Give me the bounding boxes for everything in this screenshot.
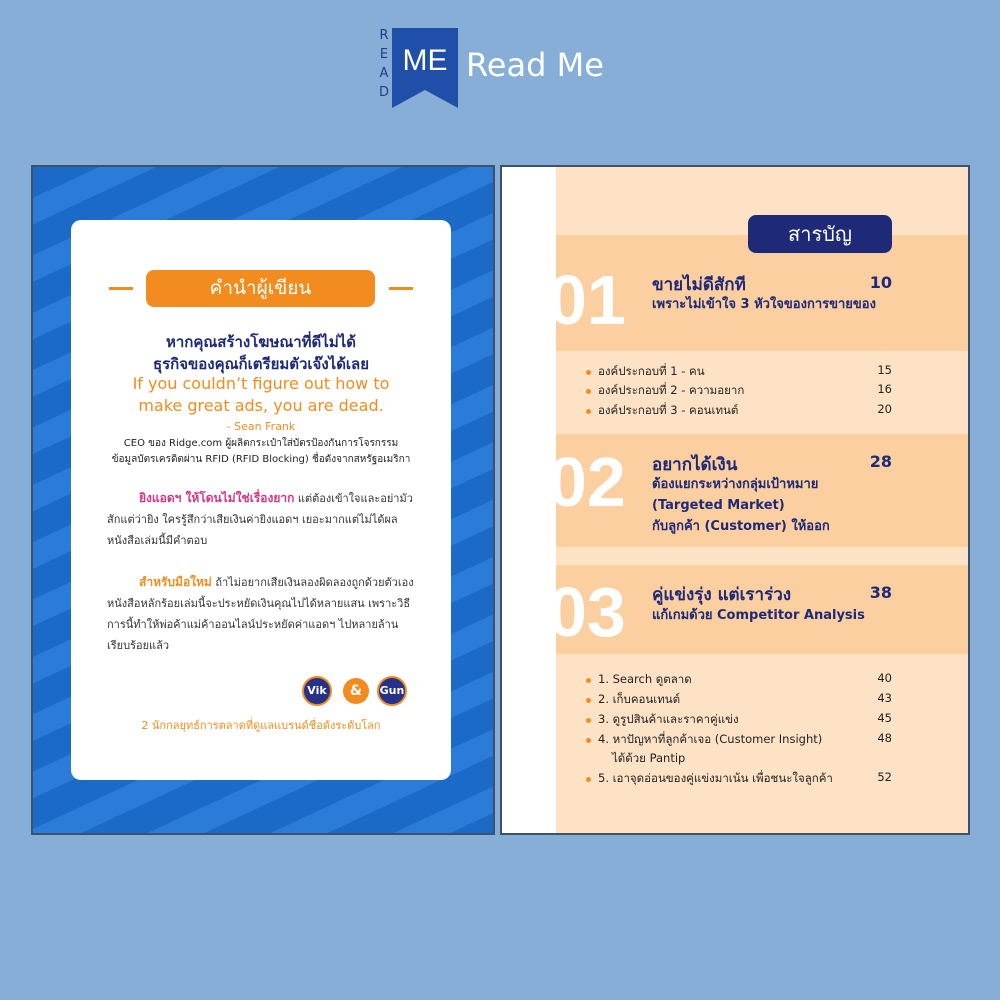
bullet-dot-icon — [586, 370, 591, 375]
list-item[interactable]: 2. เก็บคอนเทนต์ 43 — [586, 691, 892, 711]
author-badge-vik: Vik — [302, 676, 332, 706]
logo-me: ME — [402, 44, 448, 77]
bullet-dot-icon — [586, 409, 591, 414]
paragraph-2-text: ถ้าไม่อยากเสียเงินลองผิดลองถูกด้วยตัวเอง หนังสือหลักร้อยเล่มนี้จะประหยัดเงินคุณไปได้หลายแสน เพราะวิธีการนี้ทำให้พ่อค้าแม่ค้าออนไลน์ประหยัดค่าแอดฯ ไปหลายล้านเรียบร้อยแล้ว — [107, 576, 414, 652]
paragraph-1 — [107, 488, 417, 551]
list-item[interactable]: 3. ดูรูปสินค้าและราคาคู่แข่ง 45 — [586, 711, 892, 731]
chapter-1-title: ขายไม่ดีสักที — [652, 275, 746, 295]
chapter-3-number: 03 — [548, 573, 626, 651]
chapter-1-subtitle: เพราะไม่เข้าใจ 3 หัวใจของการขายของ — [652, 297, 876, 312]
list-item-continuation: ได้ด้วย Pantip — [612, 751, 686, 765]
quote-line-1: If you couldn’t figure out how to — [132, 374, 390, 393]
chapter-2-title: อยากได้เงิน — [652, 455, 738, 475]
heading-dash-left — [109, 287, 133, 290]
book-page-toc — [500, 165, 970, 835]
bullet-dot-icon — [586, 389, 591, 394]
chapter-2-subtitle-1: ต้องแยกระหว่างกลุ่มเป้าหมาย — [652, 477, 819, 492]
author-badge-amp: & — [343, 678, 369, 704]
author-desc-line-2: ข้อมูลบัตรเครดิตผ่าน RFID (RFID Blocking) ชื่อดังจากสหรัฐอเมริกา — [111, 454, 411, 465]
chapter-3-subtitle: แก้เกมด้วย Competitor Analysis — [652, 608, 865, 623]
paragraph-1-highlight: ยิงแอดฯ ให้โดนไม่ใช่เรื่องยาก — [139, 491, 295, 505]
chapter-1-number: 01 — [548, 261, 626, 339]
headline-line-2: ธุรกิจของคุณก็เตรียมตัวเจ๊งได้เลย — [152, 355, 370, 373]
author-desc-line-1: CEO ของ Ridge.com ผู้ผลิตกระเป๋าใส่บัตรป้องกันการโจรกรรม — [123, 438, 399, 449]
list-item[interactable]: องค์ประกอบที่ 1 - คน 15 — [586, 363, 892, 383]
bullet-dot-icon — [586, 678, 591, 683]
list-item[interactable]: 5. เอาจุดอ่อนของคู่แข่งมาเน้น เพื่อชนะใจลูกค้า 52 — [586, 770, 892, 790]
list-item[interactable]: องค์ประกอบที่ 2 - ความอยาก 16 — [586, 382, 892, 402]
chapter-2-subtitle-2: (Targeted Market) — [652, 498, 785, 513]
logo-read-letters: R E A D — [378, 28, 389, 100]
paragraph-2 — [107, 572, 417, 656]
paragraph-2-highlight: สำหรับมือใหม่ — [139, 575, 212, 589]
bullet-dot-icon — [586, 718, 591, 723]
chapter-2-number: 02 — [548, 443, 626, 521]
quote-line-2: make great ads, you are dead. — [138, 396, 384, 415]
toc-title: สารบัญ — [748, 215, 892, 253]
preface-heading: คำนำผู้เขียน — [146, 270, 375, 307]
brand-logo — [378, 26, 638, 110]
logo-title: Read Me — [466, 46, 604, 84]
authors-caption: 2 นักกลยุทธ์การตลาดที่ดูแลแบรนด์ชื่อดังระดับโลก — [141, 719, 381, 732]
list-item[interactable]: องค์ประกอบที่ 3 - คอนเทนต์ 20 — [586, 402, 892, 422]
headline-line-1: หากคุณสร้างโฆษณาที่ดีไม่ได้ — [165, 333, 357, 351]
list-item[interactable]: 4. หาปัญหาที่ลูกค้าเจอ (Customer Insight) 48 — [586, 731, 892, 751]
bullet-dot-icon — [586, 698, 591, 703]
chapter-3-page: 38 — [869, 583, 892, 602]
chapter-2-subtitle-3: กับลูกค้า (Customer) ให้ออก — [652, 519, 830, 534]
bullet-dot-icon — [586, 777, 591, 782]
book-page-preface — [31, 165, 495, 835]
preface-card — [71, 220, 451, 780]
chapter-3-title: คู่แข่งรุ่ง แต่เราร่วง — [652, 585, 792, 605]
list-item[interactable]: 1. Search ดูตลาด 40 — [586, 671, 892, 691]
paragraph-1-text: แต่ต้องเข้าใจและอย่ามัวสักแต่ว่ายิง ใครรู้สึกว่าเสียเงินค่ายิงแอดฯ เยอะมากแต่ไม่ได้ผล หนังสือเล่มนี้มีคำตอบ — [107, 492, 413, 547]
heading-dash-right — [389, 287, 413, 290]
chapter-1-page: 10 — [869, 273, 892, 292]
chapter-2-page: 28 — [869, 452, 892, 471]
quote-author: - Sean Frank — [226, 420, 296, 433]
bullet-dot-icon — [586, 738, 591, 743]
author-badge-gun: Gun — [377, 676, 407, 706]
